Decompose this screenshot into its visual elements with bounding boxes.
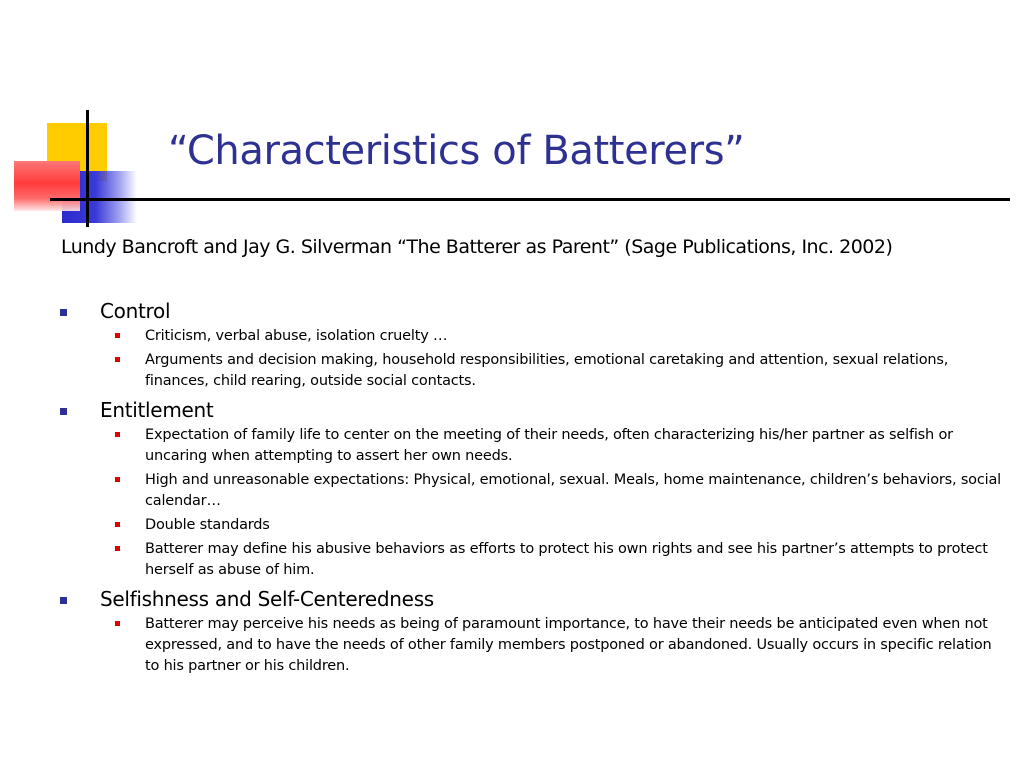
square-bullet-icon xyxy=(115,333,120,338)
sub-bullet-item xyxy=(60,614,1005,677)
square-bullet-icon xyxy=(115,477,120,482)
slide-subtitle: Lundy Bancroft and Jay G. Silverman “The Batterer as Parent” (Sage Publications, Inc. 2002) xyxy=(61,236,893,258)
sub-bullet-text: Batterer may define his abusive behaviors as efforts to protect his own rights and see his partner’s attempts to protect herself as abuse of him. xyxy=(145,541,988,578)
sub-bullet-item xyxy=(60,470,1005,512)
sub-bullet-text: Double standards xyxy=(145,517,270,533)
sub-bullet-text: Expectation of family life to center on the meeting of their needs, often characterizing his/her partner as selfish or uncaring when attempting to assert her own needs. xyxy=(145,427,953,464)
sub-bullet-item xyxy=(60,425,1005,467)
square-bullet-icon xyxy=(115,522,120,527)
bullet-group xyxy=(60,298,1005,392)
bullet-text: Entitlement xyxy=(100,398,214,422)
sub-bullet-item xyxy=(60,539,1005,581)
square-bullet-icon xyxy=(60,408,67,415)
sub-bullet-item xyxy=(60,515,1005,536)
bullet-list xyxy=(60,298,1005,682)
bullet-item xyxy=(60,397,1005,423)
sub-bullet-item xyxy=(60,326,1005,347)
bullet-text: Control xyxy=(100,299,171,323)
square-bullet-icon xyxy=(60,309,67,316)
sub-bullet-item xyxy=(60,350,1005,392)
bullet-item xyxy=(60,298,1005,324)
square-bullet-icon xyxy=(115,357,120,362)
square-bullet-icon xyxy=(60,597,67,604)
square-bullet-icon xyxy=(115,432,120,437)
sub-bullet-text: Criticism, verbal abuse, isolation cruelty … xyxy=(145,328,448,344)
sub-bullet-text: High and unreasonable expectations: Physical, emotional, sexual. Meals, home maintenance, children’s behaviors, social calendar… xyxy=(145,472,1001,509)
bullet-group xyxy=(60,586,1005,677)
bullet-text: Selfishness and Self-Centeredness xyxy=(100,587,434,611)
square-bullet-icon xyxy=(115,621,120,626)
bullet-group xyxy=(60,397,1005,581)
bullet-item xyxy=(60,586,1005,612)
square-bullet-icon xyxy=(115,546,120,551)
decor-vertical-line xyxy=(86,110,89,227)
slide-title: “Characteristics of Batterers” xyxy=(168,128,745,174)
title-underline xyxy=(50,198,1010,201)
sub-bullet-text: Batterer may perceive his needs as being of paramount importance, to have their needs be anticipated even when not expressed, and to have the needs of other family members postponed or abandoned. Usually occurs in specific relation to his partner or his children. xyxy=(145,616,992,674)
sub-bullet-text: Arguments and decision making, household responsibilities, emotional caretaking and attention, sexual relations, finances, child rearing, outside social contacts. xyxy=(145,352,949,389)
decor-red-square xyxy=(14,161,80,211)
